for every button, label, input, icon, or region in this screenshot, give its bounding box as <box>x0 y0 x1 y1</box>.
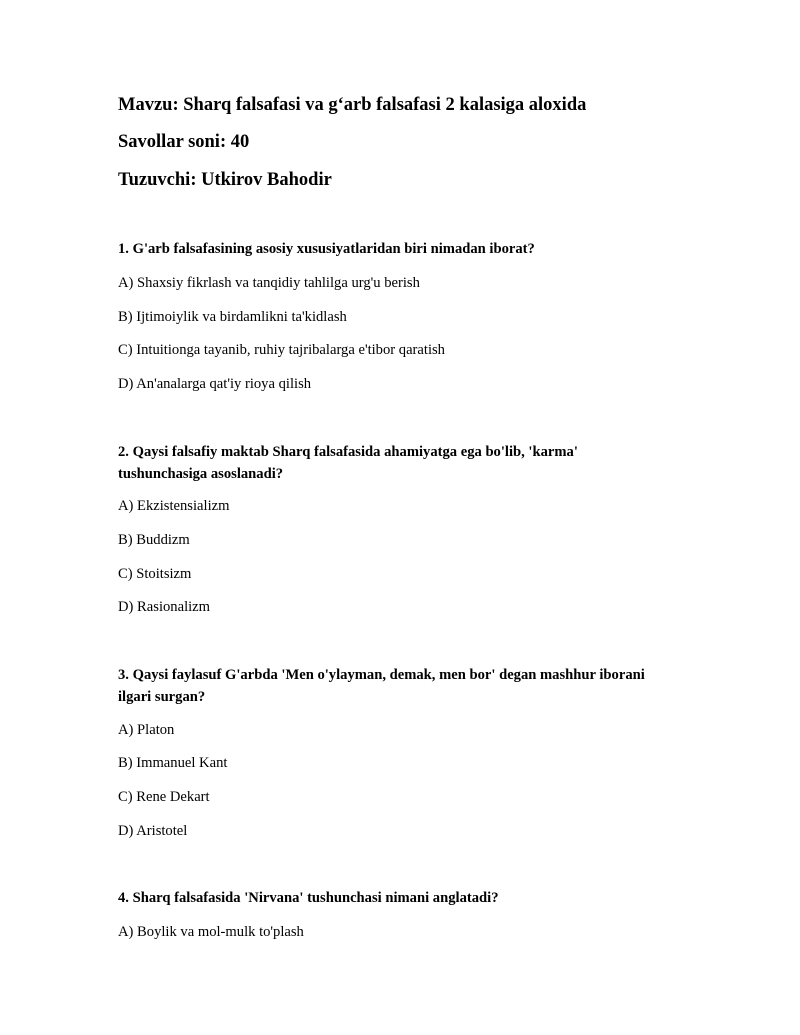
question-count: Savollar soni: 40 <box>118 132 250 152</box>
question-2-option-d: D) Rasionalizm <box>118 599 211 615</box>
question-1-option-c: C) Intuitionga tayanib, ruhiy tajribalarga e'tibor qaratish <box>118 342 445 358</box>
question-1-option-a: A) Shaxsiy fikrlash va tanqidiy tahlilga urg'u berish <box>118 275 420 291</box>
question-3-option-a: A) Platon <box>118 722 175 738</box>
question-1-option-b: B) Ijtimoiylik va birdamlikni ta'kidlash <box>118 309 347 325</box>
question-4: 4. Sharq falsafasida 'Nirvana' tushunchasi nimani anglatadi? <box>118 890 499 906</box>
question-3-option-c: C) Rene Dekart <box>118 789 210 805</box>
topic-heading: Mavzu: Sharq falsafasi va g‘arb falsafasi 2 kalasiga aloxida <box>118 95 587 115</box>
question-3: 3. Qaysi faylasuf G'arbda 'Men o'ylayman, demak, men bor' degan mashhur iborani ilgari surgan? <box>118 667 645 705</box>
question-3-option-b: B) Immanuel Kant <box>118 755 228 771</box>
question-2-option-b: B) Buddizm <box>118 532 190 548</box>
question-2: 2. Qaysi falsafiy maktab Sharq falsafasida ahamiyatga ega bo'lib, 'karma' tushunchasiga asoslanadi? <box>118 444 578 482</box>
question-4-option-a: A) Boylik va mol-mulk to'plash <box>118 924 304 940</box>
author: Tuzuvchi: Utkirov Bahodir <box>118 170 332 190</box>
question-1: 1. G'arb falsafasining asosiy xususiyatlaridan biri nimadan iborat? <box>118 241 535 257</box>
question-2-option-c: C) Stoitsizm <box>118 566 192 582</box>
question-3-option-d: D) Aristotel <box>118 823 188 839</box>
question-1-option-d: D) An'analarga qat'iy rioya qilish <box>118 376 312 392</box>
question-2-option-a: A) Ekzistensializm <box>118 498 230 514</box>
